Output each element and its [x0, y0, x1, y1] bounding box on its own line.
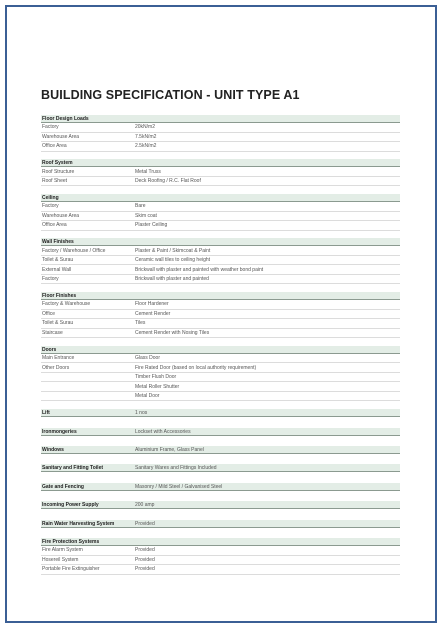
spec-row [41, 177, 400, 187]
section-title: Incoming Power Supply [42, 502, 99, 509]
row-value: 20kN/m2 [135, 124, 156, 131]
row-value: Skim coat [135, 212, 157, 219]
section-header [41, 159, 400, 167]
section-value: 1 nos [135, 410, 148, 417]
spec-section [41, 483, 400, 491]
row-label: Factory & Warehouse [42, 301, 91, 308]
spec-row [41, 133, 400, 143]
row-value: 7.5kN/m2 [135, 133, 157, 140]
spec-row [41, 310, 400, 320]
row-value: Plaster Ceiling [135, 222, 168, 229]
section-title: Floor Finishes [42, 293, 77, 300]
section-title: Ironmongeries [42, 428, 77, 435]
row-label: External Wall [42, 266, 72, 273]
row-label: Fire Alarm System [42, 547, 83, 554]
row-value: Metal Roller Shutter [135, 383, 180, 390]
section-title: Ceiling [42, 195, 59, 202]
section-header [41, 238, 400, 246]
section-value: Lockset with Accessories [135, 428, 191, 435]
section-title: Doors [42, 346, 57, 353]
row-value: Metal Door [135, 393, 160, 400]
spec-row [41, 354, 400, 364]
spec-row [41, 142, 400, 152]
section-value: Aluminium Frame, Glass Panel [135, 447, 204, 454]
spec-section [41, 428, 400, 436]
row-value: Bare [135, 203, 146, 210]
spec-section [41, 238, 400, 284]
spec-section [41, 446, 400, 454]
spec-row [41, 202, 400, 212]
row-value: Tiles [135, 320, 146, 327]
spec-section [41, 194, 400, 231]
row-value: 2.5kN/m2 [135, 143, 157, 150]
spec-section [41, 159, 400, 186]
section-header [41, 292, 400, 300]
section-header [41, 520, 400, 528]
row-value: Provided [135, 547, 155, 554]
spec-row [41, 556, 400, 566]
spec-row [41, 221, 400, 231]
spec-row [41, 546, 400, 556]
section-title: Lift [42, 410, 50, 417]
row-label: Factory [42, 124, 59, 131]
spec-row [41, 256, 400, 266]
spec-row [41, 167, 400, 177]
row-label: Warehouse Area [42, 133, 80, 140]
row-value: Floor Hardener [135, 301, 169, 308]
page-title: BUILDING SPECIFICATION - UNIT TYPE A1 [41, 88, 300, 102]
spec-row [41, 123, 400, 133]
spec-row [41, 212, 400, 222]
row-label: Office Area [42, 222, 67, 229]
section-value: Sanitary Wares and Fittings Included [135, 465, 217, 472]
spec-section [41, 501, 400, 509]
section-value: 200 amp [135, 502, 155, 509]
section-header [41, 501, 400, 509]
spec-row [41, 392, 400, 402]
section-title: Windows [42, 447, 64, 454]
row-label: Portable Fire Extinguisher [42, 566, 100, 573]
row-value: Cement Render [135, 310, 171, 317]
row-value: Cement Render with Nosing Tiles [135, 329, 210, 336]
spec-row [41, 329, 400, 339]
spec-section [41, 115, 400, 152]
section-header [41, 409, 400, 417]
section-title: Sanitary and Fitting Toilet [42, 465, 104, 472]
row-value: Brickwall with plaster and painted with weather bond paint [135, 266, 264, 273]
row-label: Office Area [42, 143, 67, 150]
row-value: Deck Roofing / R.C. Flat Roof [135, 178, 201, 185]
row-label: Factory [42, 276, 59, 283]
row-value: Brickwall with plaster and painted [135, 276, 209, 283]
row-value: Metal Truss [135, 168, 161, 175]
spec-row [41, 300, 400, 310]
spec-row [41, 363, 400, 373]
row-label: Warehouse Area [42, 212, 80, 219]
row-label: Toilet & Surau [42, 320, 74, 327]
section-header [41, 483, 400, 491]
spec-row [41, 373, 400, 383]
row-label: Main Entrance [42, 355, 75, 362]
row-label: Toilet & Surau [42, 257, 74, 264]
section-header [41, 115, 400, 123]
row-value: Fire Rated Door (based on local authority requirement) [135, 364, 257, 371]
section-title: Wall Finishes [42, 239, 74, 246]
spec-section [41, 538, 400, 575]
section-header [41, 428, 400, 436]
section-header [41, 538, 400, 546]
row-value: Provided [135, 556, 155, 563]
section-header [41, 446, 400, 454]
spec-row [41, 265, 400, 275]
row-label: Office [42, 310, 55, 317]
section-header [41, 194, 400, 202]
section-value: Masonry / Mild Steel / Galvanised Steel [135, 483, 223, 490]
row-label: Other Doors [42, 364, 70, 371]
spec-row [41, 565, 400, 575]
section-header [41, 464, 400, 472]
section-title: Fire Protection Systems [42, 539, 100, 546]
spec-section [41, 520, 400, 528]
spec-section [41, 292, 400, 338]
spec-section [41, 464, 400, 472]
section-header [41, 346, 400, 354]
row-label: Factory [42, 203, 59, 210]
spec-row [41, 246, 400, 256]
row-value: Plaster & Paint / Skimcoat & Paint [135, 247, 211, 254]
row-label: Roof Structure [42, 168, 75, 175]
section-value: Provided [135, 520, 155, 527]
row-value: Glass Door [135, 355, 161, 362]
row-label: Hosereil System [42, 556, 79, 563]
spec-row [41, 382, 400, 392]
row-value: Timber Flush Door [135, 374, 177, 381]
section-title: Roof System [42, 160, 73, 167]
row-label: Staircase [42, 329, 63, 336]
spec-row [41, 319, 400, 329]
spec-row [41, 275, 400, 285]
row-value: Ceramic wall tiles to ceiling height [135, 257, 211, 264]
row-label: Roof Sheet [42, 178, 68, 185]
specification-table [41, 115, 400, 582]
spec-section [41, 346, 400, 402]
section-title: Rain Water Harvesting System [42, 520, 115, 527]
row-label: Factory / Warehouse / Office [42, 247, 106, 254]
section-title: Gate and Fencing [42, 483, 84, 490]
spec-section [41, 409, 400, 417]
row-value: Provided [135, 566, 155, 573]
section-title: Floor Design Loads [42, 116, 89, 122]
